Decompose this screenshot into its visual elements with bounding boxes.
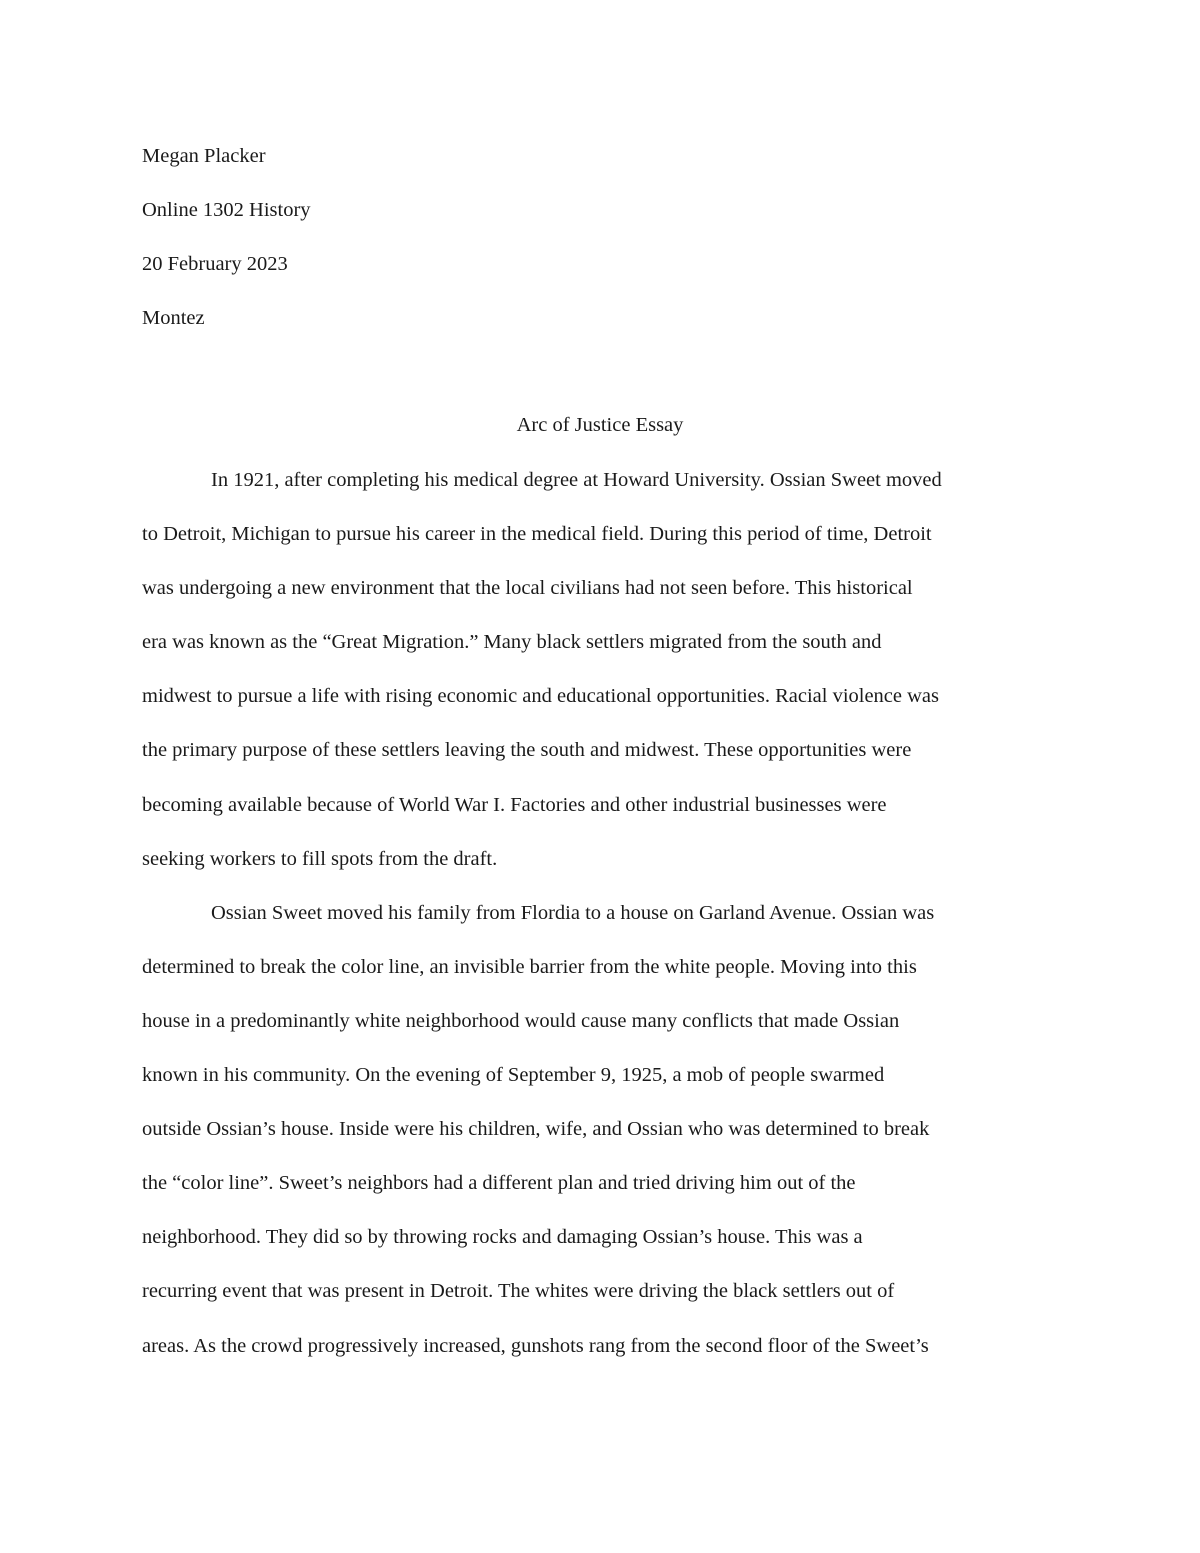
text-line: the primary purpose of these settlers leaving the south and midwest. These opportunities were [142, 739, 912, 762]
text-line: seeking workers to fill spots from the draft. [142, 847, 498, 870]
author-name: Megan Placker [142, 145, 266, 167]
text-line: era was known as the “Great Migration.” Many black settlers migrated from the south and [142, 631, 882, 654]
text-line: determined to break the color line, an invisible barrier from the white people. Moving into this [142, 955, 917, 978]
course-name: Online 1302 History [142, 199, 311, 221]
text-line: becoming available because of World War I. Factories and other industrial businesses were [142, 793, 887, 816]
essay-header [142, 141, 1042, 357]
essay-body [142, 465, 1060, 1385]
text-line: In 1921, after completing his medical degree at Howard University. Ossian Sweet moved [211, 469, 942, 491]
text-line: Ossian Sweet moved his family from Flordia to a house on Garland Avenue. Ossian was [211, 901, 935, 924]
text-line: to Detroit, Michigan to pursue his career in the medical field. During this period of time, Detroit [142, 523, 932, 546]
text-line: outside Ossian’s house. Inside were his children, wife, and Ossian who was determined to break [142, 1118, 930, 1141]
text-line: was undergoing a new environment that the local civilians had not seen before. This historical [142, 577, 913, 600]
text-line: areas. As the crowd progressively increased, gunshots rang from the second floor of the Sweet’s [142, 1334, 929, 1357]
paragraph-1 [142, 465, 1060, 898]
essay-title: Arc of Justice Essay [516, 414, 684, 436]
text-line: known in his community. On the evening of September 9, 1925, a mob of people swarmed [142, 1064, 885, 1087]
text-line: house in a predominantly white neighborhood would cause many conflicts that made Ossian [142, 1009, 900, 1032]
text-line: midwest to pursue a life with rising economic and educational opportunities. Racial violence was [142, 685, 940, 708]
essay-date: 20 February 2023 [142, 253, 288, 275]
paragraph-2 [142, 898, 1060, 1385]
text-line: neighborhood. They did so by throwing rocks and damaging Ossian’s house. This was a [142, 1226, 863, 1249]
text-line: the “color line”. Sweet’s neighbors had a different plan and tried driving him out of the [142, 1172, 856, 1195]
instructor-name: Montez [142, 307, 205, 329]
text-line: recurring event that was present in Detroit. The whites were driving the black settlers out of [142, 1280, 895, 1303]
